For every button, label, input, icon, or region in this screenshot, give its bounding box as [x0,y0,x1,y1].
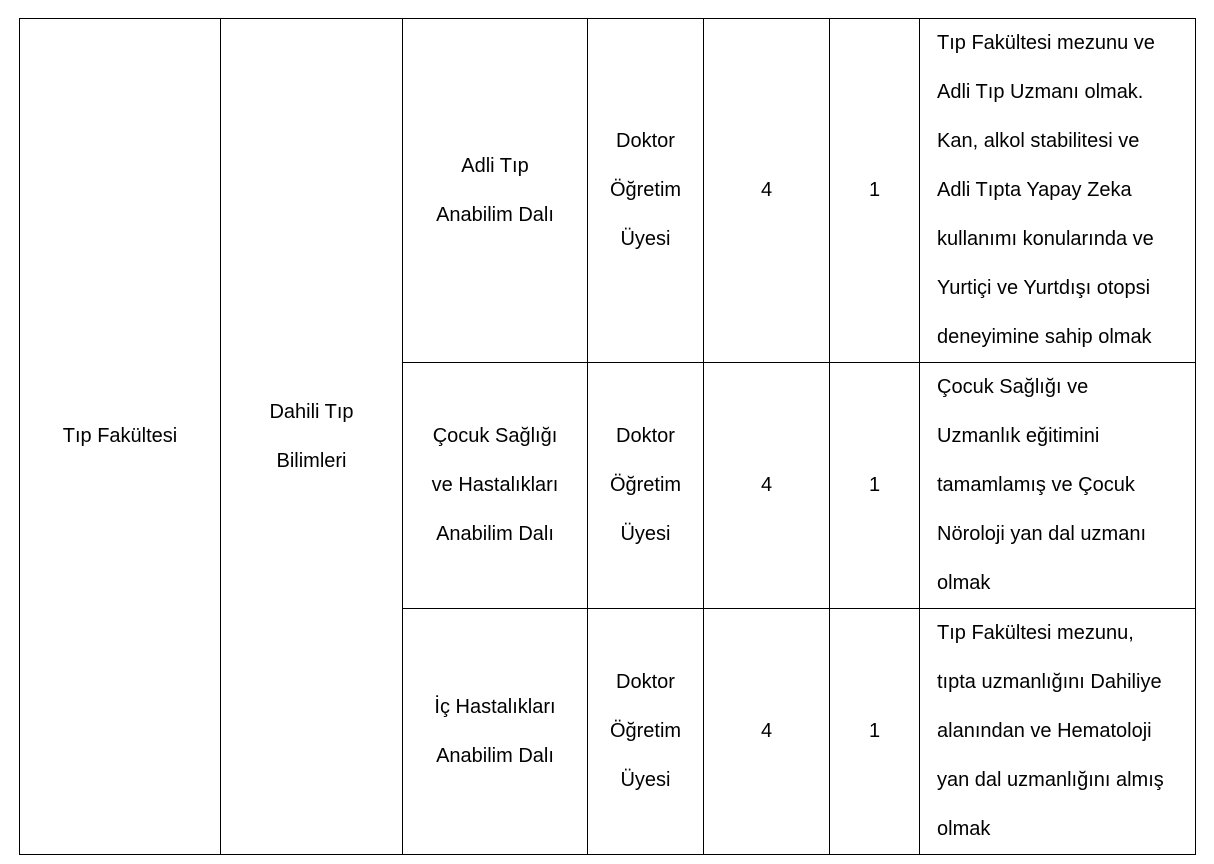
count-value: 1 [868,720,881,742]
requirement-line: yan dal uzmanlığını almış [937,769,1164,791]
requirements-cell [920,363,1196,609]
requirements-cell [920,19,1196,363]
department-line: Anabilim Dalı [436,744,554,767]
count-cell [830,363,920,609]
level-cell [704,609,830,855]
requirement-line: tıpta uzmanlığını Dahiliye [937,671,1162,693]
requirement-line: olmak [937,818,991,840]
title-line: Öğretim [609,474,682,496]
requirement-line: kullanımı konularında ve [937,228,1154,250]
level-cell [704,363,830,609]
division-line: Dahili Tıp [269,400,354,423]
level-value: 4 [760,179,773,201]
title-cell [588,19,704,363]
requirement-line: Kan, alkol stabilitesi ve [937,130,1140,152]
department-cell [403,19,588,363]
department-cell [403,609,588,855]
requirement-line: Nöroloji yan dal uzmanı [937,523,1146,545]
count-value: 1 [868,474,881,496]
level-cell [704,19,830,363]
requirement-line: alanından ve Hematoloji [937,720,1152,742]
requirement-line: Tıp Fakültesi mezunu, [937,622,1134,644]
title-line: Üyesi [620,228,671,250]
requirement-line: olmak [937,572,991,594]
level-value: 4 [760,474,773,496]
department-line: Anabilim Dalı [436,203,554,226]
requirement-line: Tıp Fakültesi mezunu ve [937,32,1155,54]
faculty-name: Tıp Fakültesi [62,425,178,447]
department-line: Çocuk Sağlığı [432,425,558,447]
requirement-line: Adli Tıpta Yapay Zeka [937,179,1132,201]
requirements-cell [920,609,1196,855]
title-line: Doktor [616,425,675,447]
count-value: 1 [868,179,881,201]
table-row [20,19,1196,363]
requirement-line: Yurtiçi ve Yurtdışı otopsi [937,277,1151,299]
requirement-line: deneyimine sahip olmak [937,326,1152,348]
division-cell [221,19,403,855]
title-cell [588,609,704,855]
staff-position-table [19,18,1196,855]
requirement-line: Uzmanlık eğitimini [937,425,1100,447]
requirement-line: Çocuk Sağlığı ve [937,376,1089,398]
title-line: Öğretim [609,179,682,201]
requirement-line: Adli Tıp Uzmanı olmak. [937,81,1144,103]
title-cell [588,363,704,609]
title-line: Öğretim [609,720,682,742]
department-line: İç Hastalıkları [434,695,556,718]
department-line: ve Hastalıkları [431,474,559,496]
title-line: Üyesi [620,523,671,545]
department-line: Adli Tıp [461,154,529,177]
title-line: Üyesi [620,769,671,791]
department-line: Anabilim Dalı [436,523,554,545]
title-line: Doktor [616,671,675,693]
department-cell [403,363,588,609]
title-line: Doktor [616,130,675,152]
faculty-cell [20,19,221,855]
division-line: Bilimleri [276,449,347,472]
count-cell [830,609,920,855]
level-value: 4 [760,720,773,742]
requirement-line: tamamlamış ve Çocuk [937,474,1135,496]
count-cell [830,19,920,363]
